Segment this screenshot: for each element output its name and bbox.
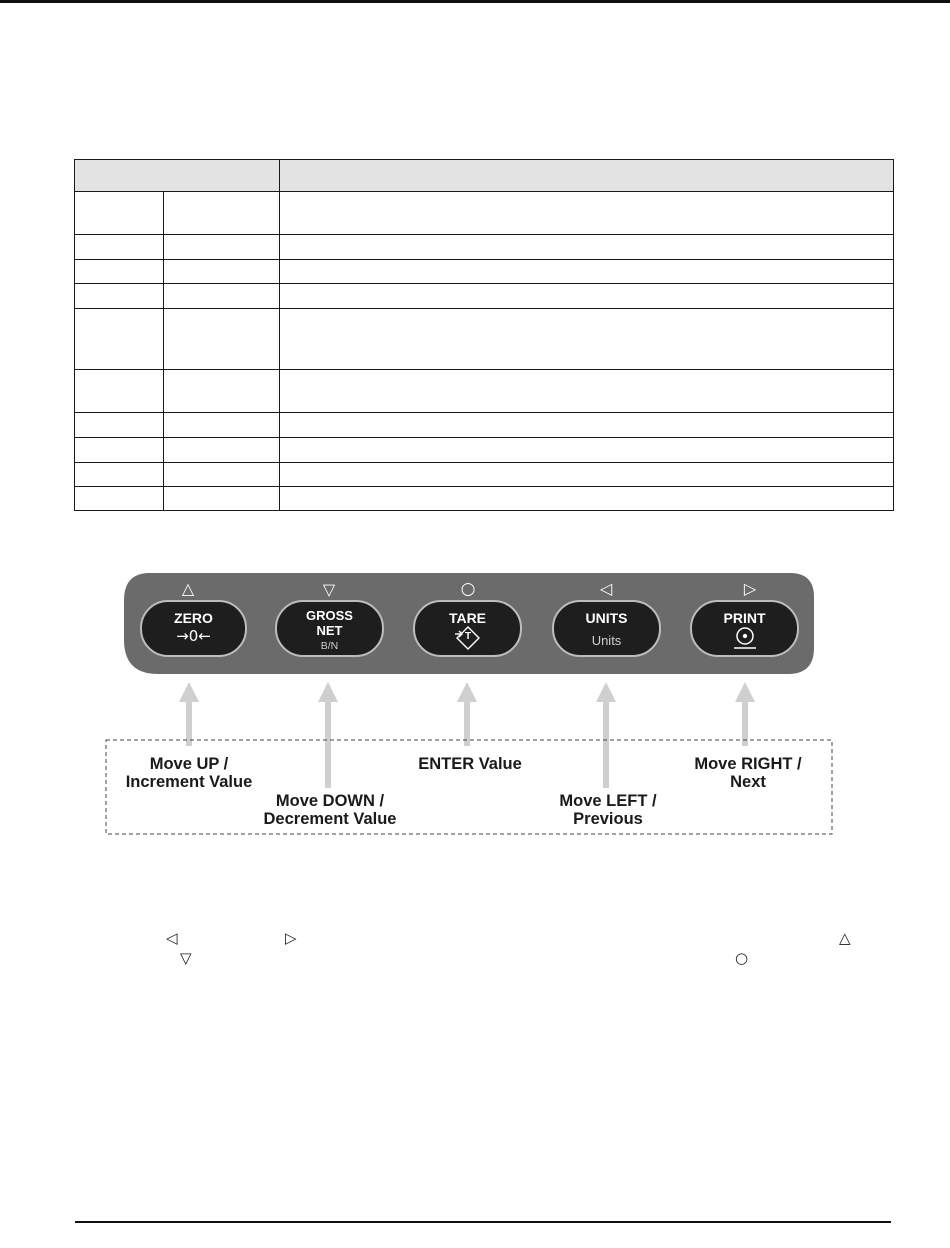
gross-net-key-sublabel: B/N: [320, 640, 339, 652]
enter-circle-icon: ○: [735, 949, 749, 967]
left-nav-icon: ◁: [599, 579, 613, 598]
tare-key-caption: ENTER Value: [418, 755, 522, 773]
right-nav-icon: ▷: [743, 579, 757, 598]
down-arrow-icon: ▽: [180, 949, 192, 967]
up-arrow-icon: △: [839, 929, 851, 947]
zero-key-caption: Move UP / Increment Value: [125, 755, 253, 791]
bottom-rule: [75, 1221, 891, 1223]
zero-arrows-icon: →0←: [176, 627, 211, 645]
gross-net-key-caption: Move DOWN / Decrement Value: [263, 792, 397, 828]
right-arrow-icon: ▷: [285, 929, 297, 947]
units-key-sublabel: Units: [591, 633, 622, 648]
units-key-caption: Move LEFT / Previous: [559, 792, 657, 828]
left-arrow-icon: ◁: [166, 929, 178, 947]
down-nav-icon: ▽: [322, 580, 336, 599]
gross-net-key-label: GROSS NET: [306, 608, 353, 638]
arrow-up-shaft: [186, 698, 192, 746]
tare-key-label: TARE: [448, 610, 487, 626]
print-key-caption: Move RIGHT / Next: [694, 755, 802, 791]
up-nav-icon: △: [181, 579, 195, 598]
tare-t-letter: T: [464, 631, 472, 642]
zero-key-label: ZERO: [174, 610, 213, 626]
units-key-label: UNITS: [585, 610, 628, 626]
print-key-label: PRINT: [723, 610, 766, 626]
arrow-up-head: [179, 682, 199, 702]
enter-nav-icon: ○: [460, 579, 476, 599]
